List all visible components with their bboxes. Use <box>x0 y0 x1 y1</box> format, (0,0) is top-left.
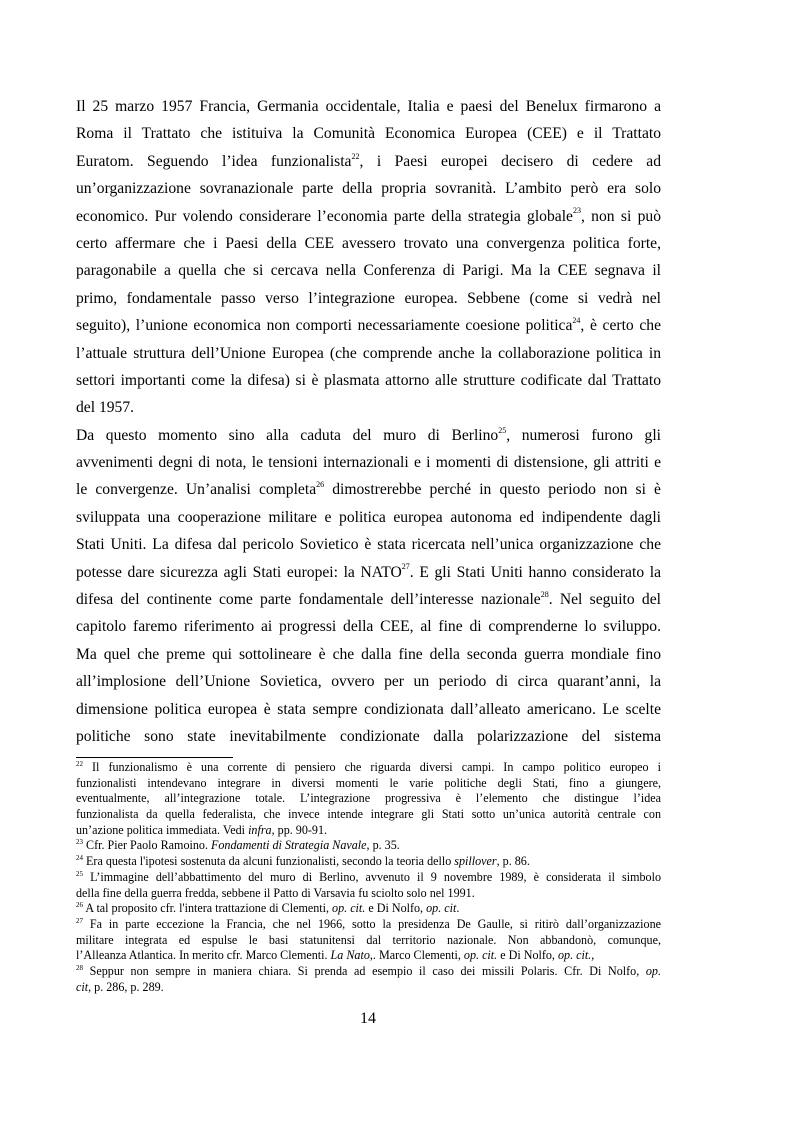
footnote-line: cit, p. 286, p. 289. <box>76 979 164 994</box>
footnote-number: 26 <box>76 901 83 910</box>
text-line: dimensione politica europea è stata sempre condizionata dall’alleato americano. Le scelte <box>76 700 661 718</box>
footnote-line: $^{23}$ Cfr. Pier Paolo Ramoino. Fondamenti di Strategia Navale, p. 35. <box>76 838 400 853</box>
footnote-line: $^{22}$ Il funzionalismo è una corrente di pensiero che riguarda diversi campi. In campo politico europeo i <box>76 759 661 774</box>
text-line: certo affermare che i Paesi della CEE avessero trovato una convergenza politica forte, <box>76 234 661 252</box>
text-line: sviluppata una cooperazione militare e politica europea autonoma ed indipendente dagli <box>76 508 661 526</box>
text-line: capitolo faremo riferimento ai progressi della CEE, al fine di comprenderne lo sviluppo. <box>76 618 661 636</box>
footnote-line: militare integrata ed espulse le basi statunitensi dal territorio nazionale. Non abbandonò, comunque, <box>76 932 661 947</box>
footnote-line: $^{28}$ Seppur non sempre in maniera chiara. Si prenda ad esempio il caso dei missili Polaris. Cfr. Di Nolfo, op. <box>76 963 661 978</box>
text-line: difesa del continente come parte fondamentale dell’interesse nazionale$^{28}$. Nel seguito del <box>76 589 661 609</box>
footnote-line: funzionalisti intendevano integrare in diversi momenti le varie politiche degli Stati, fino a giungere, <box>76 775 661 790</box>
footnote-separator <box>76 757 233 758</box>
text-line: settori importanti come la difesa) si è plasmata attorno alle strutture codificate dal Trattato <box>76 371 661 389</box>
footnote-number: 27 <box>76 916 83 925</box>
text-line: Stati Uniti. La difesa dal pericolo Sovietico è stata ricercata nell’unica organizzazione che <box>76 536 661 554</box>
page-number: 14 <box>360 1010 376 1027</box>
footnote-line: l’Alleanza Atlantica. In merito cfr. Marco Clementi. La Nato,. Marco Clementi, op. cit. e Di Nolfo, op. cit., <box>76 948 595 963</box>
text-line: Il 25 marzo 1957 Francia, Germania occidentale, Italia e paesi del Benelux firmarono a <box>76 98 661 115</box>
footnote-line: $^{24}$ Era questa l'ipotesi sostenuta da alcuni funzionalisti, secondo la teoria dello spillover, p. 86. <box>76 854 530 869</box>
text-line: economico. Pur volendo considerare l’economia parte della strategia globale$^{23}$, non si può <box>76 206 661 225</box>
footnote-line: funzionalista da quella federalista, che invece intende integrare gli Stati sotto un’unica autorità centrale con <box>76 807 661 822</box>
footnote-ref[interactable]: 22 <box>351 151 360 161</box>
footnote-number: 28 <box>76 963 83 972</box>
text-line: primo, fondamentale passo verso l’integrazione europea. Sebbene (come si vedrà nel <box>76 289 661 307</box>
footnotes <box>76 760 661 995</box>
text-line: politiche sono state inevitabilmente condizionate dalla polarizzazione del sistema <box>76 727 661 745</box>
footnote-line: $^{25}$ L’immagine dell’abbattimento del muro di Berlino, avvenuto il 9 novembre 1989, è considerata il simbolo <box>76 869 661 884</box>
footnote-ref[interactable]: 24 <box>572 315 581 325</box>
footnote-number: 25 <box>76 869 83 878</box>
footnote-number: 24 <box>76 854 83 863</box>
footnote-line: eventualmente, all’integrazione totale. L’integrazione progressiva è l’elemento che distingue l’idea <box>76 791 661 806</box>
text-line: l’attuale struttura dell’Unione Europea (che comprende anche la collaborazione politica in <box>76 344 661 362</box>
text-line: le convergenze. Un’analisi completa$^{26}$ dimostrerebbe perché in questo periodo non si è <box>76 480 661 499</box>
text-line: all’implosione dell’Unione Sovietica, ovvero per un periodo di circa quarant’anni, la <box>76 673 661 691</box>
footnote-line: un’azione politica immediata. Vedi infra, pp. 90-91. <box>76 822 328 837</box>
text-line: Roma il Trattato che istituiva la Comunità Economica Europea (CEE) e il Trattato <box>76 125 661 143</box>
footnote-line: $^{27}$ Fa in parte eccezione la Francia, che nel 1966, sotto la presidenza De Gaulle, si ritirò dall’organizzazione <box>76 916 662 931</box>
text-line: seguito), l’unione economica non comporti necessariamente coesione politica$^{24}$, è certo che <box>76 315 661 335</box>
footnote-ref[interactable]: 28 <box>540 589 549 599</box>
text-line: avvenimenti degni di nota, le tensioni internazionali e i momenti di distensione, gli attriti e <box>76 454 661 472</box>
footnote-ref[interactable]: 25 <box>498 425 507 435</box>
text-line: Euratom. Seguendo l’idea funzionalista$^{22}$, i Paesi europei decisero di cedere ad <box>76 151 662 170</box>
text-line: un’organizzazione sovranazionale parte della propria sovranità. L’ambito però era solo <box>76 180 661 198</box>
text-line: potesse dare sicurezza agli Stati europei: la NATO$^{27}$. E gli Stati Uniti hanno considerato la <box>76 562 661 581</box>
footnote-ref[interactable]: 23 <box>572 206 581 216</box>
text-line: paragonabile a quella che si cercava nella Conferenza di Parigi. Ma la CEE segnava il <box>76 262 661 280</box>
main-text <box>76 93 661 750</box>
footnote-ref[interactable]: 27 <box>401 562 410 572</box>
footnote-number: 23 <box>76 838 83 847</box>
footnote-ref[interactable]: 26 <box>316 480 325 490</box>
text-line: del 1957. <box>76 399 135 417</box>
text-line: Da questo momento sino alla caduta del muro di Berlino$^{25}$, numerosi furono gli <box>76 425 661 444</box>
footnote-line: della fine della guerra fredda, sebbene il Patto di Varsavia fu sciolto solo nel 1991. <box>76 885 475 900</box>
footnote-line: $^{26}$ A tal proposito cfr. l'intera trattazione di Clementi, op. cit. e Di Nolfo, op. cit. <box>76 901 460 916</box>
footnote-number: 22 <box>76 759 83 768</box>
text-line: Ma quel che preme qui sottolineare è che dalla fine della seconda guerra mondiale fino <box>76 645 661 663</box>
